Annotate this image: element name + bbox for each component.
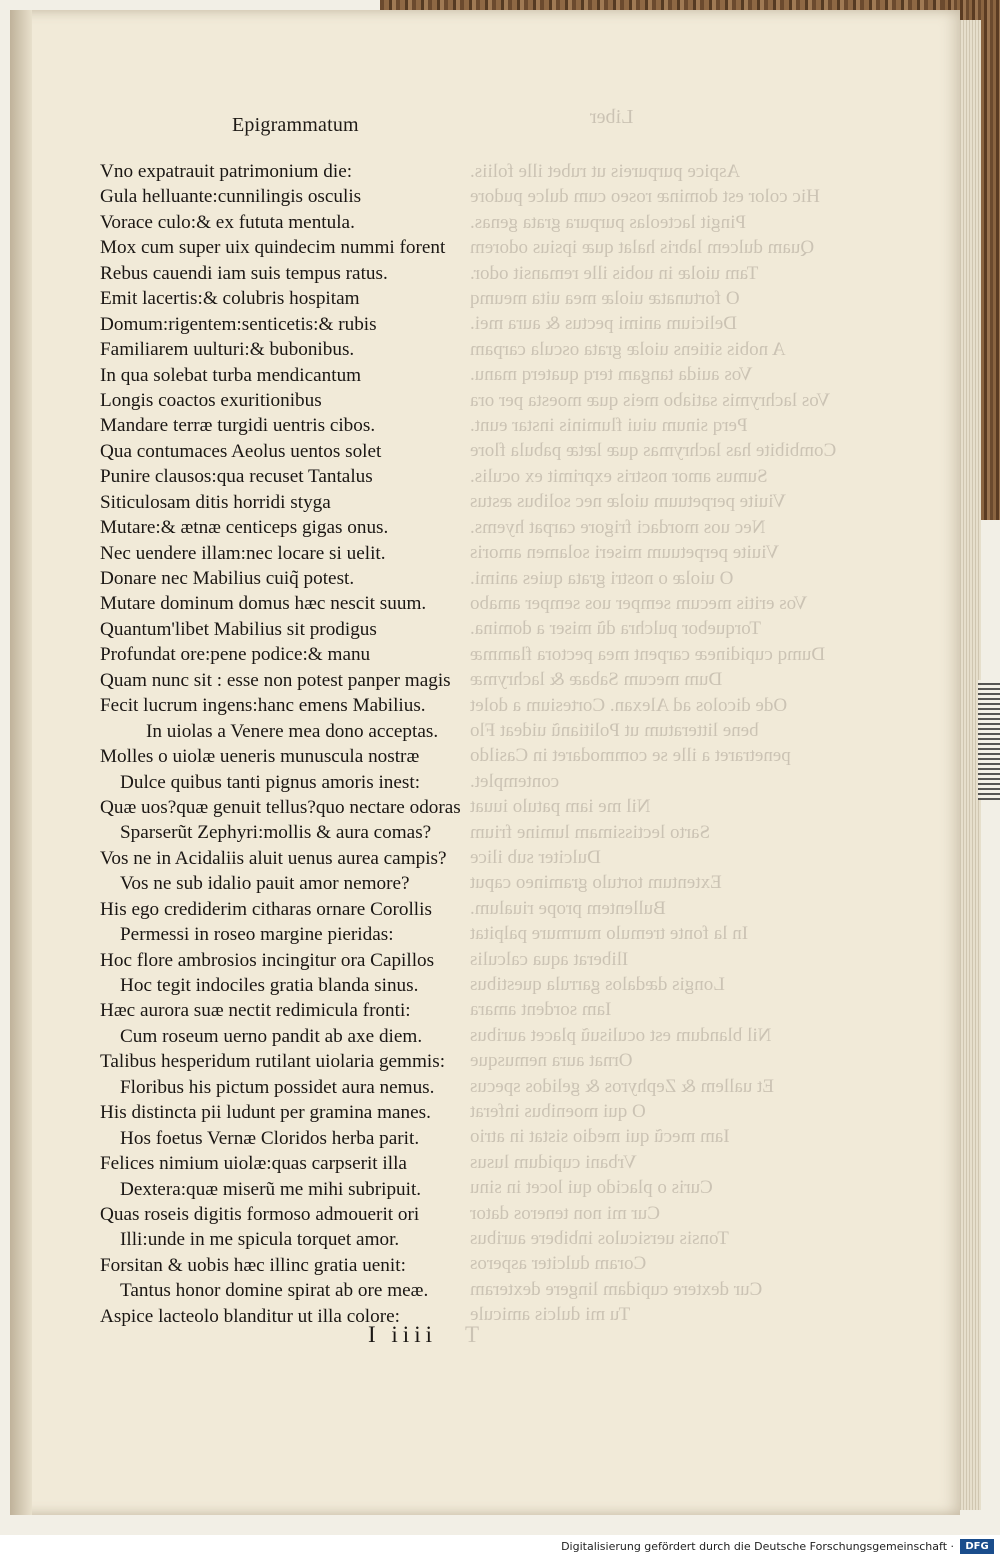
poem-line: Donare nec Mabilius cuiq̃ potest.	[100, 568, 355, 589]
poem-line: Aspice lacteolo blanditur ut illa colore:	[100, 1305, 400, 1327]
poem-line: Vos ne in Acidaliis aluit uenus aurea campis?	[100, 847, 447, 869]
poem-line: Emit lacertis:& colubris hospitam	[100, 288, 360, 310]
show-through-line: Bullentem prope riualum.	[470, 897, 666, 919]
show-through-line: Vos lachrymis satiabo meis quæ moesta per ora	[470, 389, 831, 411]
poem-line: Hos foetus Vernæ Cloridos herba parit.	[120, 1127, 420, 1149]
show-through-line: Viuite perpetuum uiolæ nec solibus æstus	[470, 491, 787, 513]
poem-line: Illi:unde in me spicula torquet amor.	[120, 1229, 400, 1251]
show-through-line: Dulciter sub ilice	[470, 846, 601, 868]
show-through-line: Nec uos mordaci frigore carpat hyems.	[470, 516, 766, 538]
poem-line: Talibus hesperidum rutilant uiolaria gemmis:	[100, 1051, 446, 1073]
poem-line: Quantum'libet Mabilius sit prodigus	[100, 618, 377, 640]
poem-line: Vorace culo:& ex fututa mentula.	[100, 211, 355, 233]
poem-line: Forsitan & uobis hæc illinc gratia uenit:	[100, 1254, 406, 1276]
poem-line: Domum:rigentem:senticetis:& rubis	[100, 313, 377, 335]
poem-line: Tantus honor domine spirat ab ore meæ.	[120, 1280, 429, 1302]
show-through-line: Viuite perpetuum miseri solamen amoris	[470, 542, 780, 564]
show-through-line: In la fonte tremulo murmure palpitat	[470, 923, 749, 945]
show-through-line: Perq sinum uiui fluminis instar eunt.	[470, 415, 748, 437]
show-through-line: Pingit lacteolas purpura grata genas.	[470, 211, 746, 233]
poem-line: Hæc aurora suæ nectit redimicula fronti:	[100, 1000, 411, 1022]
poem-line: Mutare dominum domus hæc nescit suum.	[100, 593, 427, 615]
show-through-line: Et uallem & Zephyros & gelidos specus	[470, 1075, 774, 1097]
show-through-line: Torquebor pulchra dũ miser a domina.	[470, 618, 761, 640]
poem-line: Qua contumaces Aeolus uentos solet	[100, 440, 382, 462]
poem-line: Dextera:quæ miserũ me mihi subripuit.	[120, 1178, 422, 1200]
poem-line: Cum roseum uerno pandit ab axe diem.	[120, 1025, 423, 1047]
poem-line: Gula helluante:cunnilingis osculis	[100, 186, 362, 208]
show-through-line: Tam uiolæ in uobis ille remansit odor.	[470, 262, 759, 284]
dfg-logo: DFG	[960, 1539, 994, 1554]
poem-line: Nec uendere illam:nec locare si uelit.	[100, 542, 386, 564]
gutter-shadow	[10, 10, 32, 1515]
show-through-line: Cur dextere cupidam lingere dexteram	[470, 1278, 763, 1300]
show-through-line: Hic color est dominæ roseo cum dulce pudore	[470, 186, 820, 208]
show-through-line: Dumq cupidineæ carpent mea pectora flammæ	[470, 643, 826, 665]
poem-line: Vno expatrauit patrimonium die:	[100, 161, 353, 182]
poem-line: Floribus his pictum possidet aura nemus.	[120, 1076, 435, 1098]
show-through-line: Aspice purpureis ut rubet ille foliis.	[470, 161, 741, 182]
poem-line: Vos ne sub idalio pauit amor nemore?	[120, 873, 410, 895]
show-through-line: Cur mi non teneros dator	[470, 1202, 660, 1224]
show-through-line: Vrbani cupidum lusus	[470, 1151, 637, 1173]
show-through-line: Tonsis uersiculos inbibere auribus	[470, 1228, 729, 1250]
poem-line: Hoc tegit indociles gratia blanda sinus.	[120, 975, 419, 996]
show-through-line: Dum mecum Sabaæ & lachrymæ	[470, 669, 723, 691]
show-through-line: Nil me iam patulo iuuat	[470, 796, 651, 818]
poem-line: Permessi in roseo margine pieridas:	[120, 924, 394, 946]
poem-line: His distincta pii ludunt per gramina manes.	[100, 1102, 431, 1124]
show-through-line: Coram dulciter asperos	[470, 1253, 647, 1275]
show-through-line: O fortunatæ uiolæ mea uita meumq	[470, 288, 740, 310]
show-through-line: Sarto lectissimam lumine frium	[470, 821, 711, 843]
poem-line: Profundat ore:pene podice:& manu	[100, 644, 371, 666]
poem-line: Molles o uiolæ ueneris munuscula nostræ	[100, 746, 420, 768]
show-through-line: bene litteratum ut Politianũ uideat Flo	[470, 719, 759, 741]
show-through-line: Ode dicolos ad Alexan. Cortesium a dolet	[470, 694, 788, 716]
show-through-line: Tu mi dulcis amicule	[470, 1304, 631, 1326]
signature-mark: I iiii	[368, 1322, 437, 1347]
poem-line: Familiarem uulturi:& bubonibus.	[100, 339, 355, 361]
poem-line: Quæ uos?quæ genuit tellus?quo nectare odoras	[100, 796, 461, 818]
poem-text-block	[100, 159, 560, 1329]
poem-line: Quam nunc sit : esse non potest panper magis	[100, 669, 451, 691]
show-through-line: Iliberat aqua calculis	[470, 948, 629, 970]
show-through-line: Curis o placido qui locet in sinu	[470, 1177, 713, 1199]
show-through-line: Sumus amor nostris exprimit ex oculis.	[470, 465, 768, 487]
poem-line: In qua solebat turba mendicantum	[100, 364, 362, 386]
poem-line: Punire clausos:qua recuset Tantalus	[100, 466, 373, 488]
show-through-line: Nil blandum est oculisuũ placet auribus	[470, 1024, 772, 1046]
show-through-line: Ornat aura nemusque	[470, 1050, 633, 1072]
poem-line: Sparserũt Zephyri:mollis & aura comas?	[120, 822, 432, 844]
show-through-line: Iam sordent amara	[470, 999, 612, 1021]
show-through-line: penetraret a ille se commodaret in Casildo	[470, 745, 791, 767]
poem-line: His ego crediderim citharas ornare Corollis	[100, 898, 432, 920]
signature-ghost: T	[465, 1322, 480, 1347]
show-through-line: O uiolæ o nostri grata quies animi.	[470, 567, 734, 589]
show-through-line: Vos eritis mecum semper uos semper amabo	[470, 592, 808, 614]
show-through-line: O qui moenibus inferat	[470, 1101, 646, 1123]
digitization-footer	[0, 1535, 1000, 1559]
show-through-line: Delicium animi pectus & aura mei.	[470, 313, 737, 335]
show-through-line: Longis dædalos garrula questibus	[470, 974, 725, 995]
running-header: Epigrammatum	[232, 114, 359, 136]
show-through-line: Vos auida tangam terq quaterq manu.	[470, 364, 753, 386]
show-through-line: contemplet.	[470, 770, 560, 792]
poem-line: Dulce quibus tanti pignus amoris inest:	[120, 771, 421, 793]
poem-line: Siticulosam ditis horridi styga	[100, 491, 331, 513]
show-through-line: Quam dulcem labris halat quæ ipsius odorem	[470, 237, 815, 259]
show-through-title: Liber	[590, 106, 634, 128]
show-through-line: A nobis sitiens uiolæ grata oscula carpam	[470, 338, 786, 360]
poem-line: Quas roseis digitis formoso admouerit ori	[100, 1203, 420, 1225]
poem-heading: In uiolas a Venere mea dono acceptas.	[146, 720, 439, 742]
poem-line: Mutare:& ætnæ centiceps gigas onus.	[100, 517, 389, 539]
show-through-line: Extentum tortulo gramineo caput	[470, 872, 722, 894]
poem-line: Mox cum super uix quindecim nummi forent	[100, 237, 446, 259]
poem-line: Fecit lucrum ingens:hanc emens Mabilius.	[100, 695, 426, 717]
show-through-line: Combibite has lachrymas quæ lætæ pabula flore	[470, 440, 837, 462]
poem-line: Rebus cauendi iam suis tempus ratus.	[100, 262, 388, 284]
footer-credit: Digitalisierung gefördert durch die Deutsche Forschungsgemeinschaft ·	[561, 1540, 954, 1553]
show-through-line: Iam mecũ qui medio sistat in atrio	[470, 1126, 730, 1148]
poem-line: Mandare terræ turgidi uentris cibos.	[100, 415, 376, 437]
poem-line: Longis coactos exuritionibus	[100, 389, 322, 411]
poem-line: Hoc flore ambrosios incingitur ora Capillos	[100, 949, 435, 971]
poem-line: Felices nimium uiolæ:quas carpserit illa	[100, 1153, 407, 1175]
